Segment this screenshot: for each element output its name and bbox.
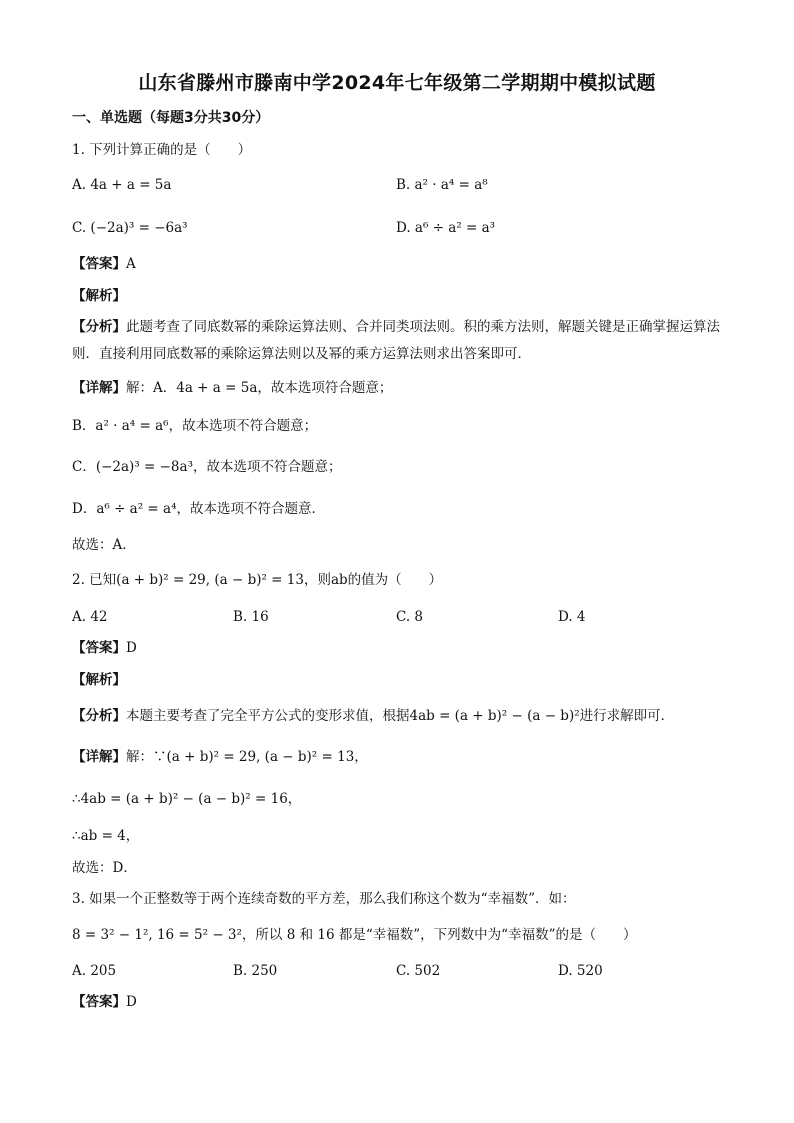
q1-analysis-label: 【解析】 (72, 288, 126, 304)
answer-label: 【答案】 (72, 640, 126, 656)
q2-detail-text: 解：∵(a + b)² = 29, (a − b)² = 13， (126, 749, 368, 765)
detail-label: 【详解】 (72, 380, 126, 396)
fenxi-label: 【分析】 (72, 708, 126, 724)
q2-answer-row (72, 638, 137, 658)
q3-answer-row (72, 992, 137, 1012)
q3-stem: 3. 如果一个正整数等于两个连续奇数的平方差，那么我们称这个数为“幸福数”．如： (72, 891, 576, 907)
q1-detail-b: B．a² · a⁴ = a⁶，故本选项不符合题意； (72, 418, 318, 434)
q2-option-a: A. 42 (72, 609, 108, 625)
q1-detail-c: C．(−2a)³ = −8a³，故本选项不符合题意； (72, 459, 342, 475)
q2-option-c: C. 8 (396, 609, 424, 625)
q1-option-c: C. (−2a)³ = −6a³ (72, 220, 188, 236)
q2-choose: 故选：D． (72, 860, 137, 876)
detail-label: 【详解】 (72, 749, 126, 765)
q2-step2: ∴ab = 4， (72, 828, 140, 844)
q1-detail-text: 解：A．4a + a = 5a，故本选项符合题意； (126, 380, 393, 396)
q1-stem: 1. 下列计算正确的是（ ） (72, 142, 252, 158)
q2-option-b: B. 16 (233, 609, 269, 625)
q2-fenxi (72, 706, 674, 726)
q3-option-b: B. 250 (233, 963, 278, 979)
q1-option-a: A. 4a + a = 5a (72, 177, 172, 193)
q2-detail (72, 747, 368, 767)
q1-choose: 故选：A． (72, 537, 136, 553)
q2-answer: D (126, 640, 137, 656)
q2-option-d: D. 4 (558, 609, 586, 625)
q2-stem: 2. 已知(a + b)² = 29, (a − b)² = 13，则ab的值为（ ） (72, 572, 443, 588)
q2-step1: ∴4ab = (a + b)² − (a − b)² = 16， (72, 791, 302, 807)
q3-option-d: D. 520 (558, 963, 603, 979)
q2-fenxi-text: 本题主要考查了完全平方公式的变形求值，根据4ab = (a + b)² − (a − b)²进行求解即可． (126, 708, 675, 724)
q3-option-a: A. 205 (72, 963, 117, 979)
q1-detail-d: D．a⁶ ÷ a² = a⁴，故本选项不符合题意． (72, 501, 325, 517)
q1-option-d: D. a⁶ ÷ a² = a³ (396, 220, 496, 236)
q3-stem-2: 8 = 3² − 1², 16 = 5² − 3²，所以 8 和 16 都是“幸福数”，下列数中为“幸福数”的是（ ） (72, 927, 637, 943)
q3-option-c: C. 502 (396, 963, 441, 979)
answer-label: 【答案】 (72, 994, 126, 1010)
q2-analysis-label: 【解析】 (72, 672, 126, 688)
page-title: 山东省滕州市滕南中学2024年七年级第二学期期中模拟试题 (138, 72, 656, 94)
q3-answer: D (126, 994, 137, 1010)
fenxi-label: 【分析】 (72, 319, 126, 335)
q1-answer-row (72, 254, 136, 274)
q1-option-b: B. a² · a⁴ = a⁸ (396, 177, 488, 193)
q1-fenxi-text: 此题考查了同底数幂的乘除运算法则、合并同类项法则。积的乘方法则，解题关键是正确掌握运算法则．直接利用同底数幂的乘除运算法则以及幂的乘方运算法则求出答案即可． (72, 319, 720, 362)
q1-detail (72, 378, 392, 398)
q1-fenxi (72, 314, 722, 368)
section-heading: 一、单选题（每题3分共30分） (72, 110, 270, 126)
answer-label: 【答案】 (72, 256, 126, 272)
q1-answer: A (126, 256, 136, 272)
